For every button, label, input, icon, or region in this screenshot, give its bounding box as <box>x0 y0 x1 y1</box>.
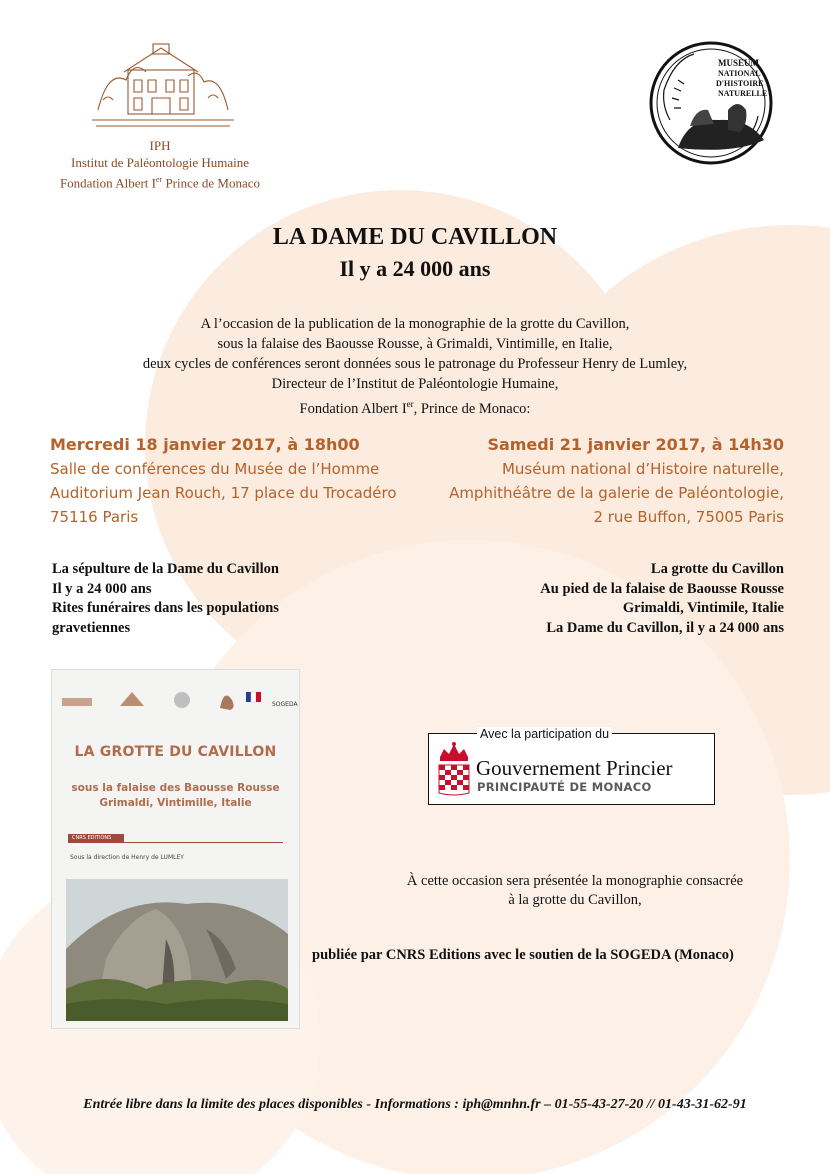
intro-line: sous la falaise des Baousse Rousse, à Grimaldi, Vintimille, en Italie, <box>217 336 613 352</box>
iph-acronym: IPH <box>149 138 171 153</box>
book-direction: Sous la direction de Henry de LUMLEY <box>70 854 184 861</box>
event-left-place-line: Auditorium Jean Rouch, 17 place du Trocadéro <box>50 484 397 502</box>
page-title: LA DAME DU CAVILLON <box>272 224 558 250</box>
intro-paragraph <box>40 314 790 419</box>
gov-name: Gouvernement Princier <box>476 756 673 780</box>
iph-foundation: Fondation Albert Ier Prince de Monaco <box>59 175 261 191</box>
event-left-date: Mercredi 18 janvier 2017, à 18h00 <box>50 435 360 454</box>
talk-right-line: La grotte du Cavillon <box>650 561 784 577</box>
book-sogeda: SOGEDA <box>272 701 298 708</box>
seal-text-1: MUSEUM <box>718 58 759 68</box>
gov-subtitle: PRINCIPAUTÉ DE MONACO <box>477 780 652 794</box>
gov-caption: Avec la participation du <box>477 727 612 741</box>
book-partner-logos <box>60 684 298 716</box>
monaco-crown-icon <box>437 741 471 795</box>
presentation-text <box>330 872 820 910</box>
book-cover <box>51 669 300 1029</box>
published-by: publiée par CNRS Editions avec le soutien de la SOGEDA (Monaco) <box>312 947 734 963</box>
seal-text-4: NATURELLE <box>718 89 768 98</box>
seal-text-2: NATIONAL <box>718 69 761 78</box>
event-left-place-line: 75116 Paris <box>50 508 139 526</box>
talk-left-line: Il y a 24 000 ans <box>52 580 152 597</box>
intro-line: Fondation Albert Ier, Prince de Monaco: <box>299 399 531 417</box>
page-subtitle: Il y a 24 000 ans <box>339 256 491 281</box>
talk-left-line: Rites funéraires dans les populations <box>52 600 279 616</box>
iph-name: Institut de Paléontologie Humaine <box>71 155 249 170</box>
event-right-place-line: Amphithéâtre de la galerie de Paléontologie, <box>449 484 784 502</box>
museum-seal-logo <box>648 40 774 166</box>
seal-text-3: D'HISTOIRE <box>716 79 764 88</box>
intro-line: Directeur de l’Institut de Paléontologie Humaine, <box>271 376 559 392</box>
book-publisher-band: CNRS EDITIONS <box>68 834 124 842</box>
talk-left-line: gravetiennes <box>52 619 131 636</box>
talk-left <box>52 560 279 638</box>
talk-right-line: Au pied de la falaise de Baousse Rousse <box>540 580 784 597</box>
intro-line: deux cycles de conférences seront données sous le patronage du Professeur Henry de Lumley, <box>142 356 688 372</box>
cliff-photo <box>66 879 288 1021</box>
book-subtitle: sous la falaise des Baousse Rousse Grimaldi, Vintimille, Italie <box>71 782 280 809</box>
talk-right <box>540 560 784 638</box>
book-rule <box>68 842 283 843</box>
footer-info: Entrée libre dans la limite des places disponibles - Informations : iph@mnhn.fr – 01-55-43-27-20 // 01-43-31-62-91 <box>83 1097 747 1112</box>
event-right <box>449 433 784 529</box>
iph-building-logo <box>88 40 238 132</box>
event-left-place-line: Salle de conférences du Musée de l’Homme <box>50 460 380 478</box>
talk-left-line: La sépulture de la Dame du Cavillon <box>52 561 279 577</box>
talk-right-line: La Dame du Cavillon, il y a 24 000 ans <box>546 619 784 636</box>
book-title: LA GROTTE DU CAVILLON <box>74 744 277 760</box>
event-right-place-line: Muséum national d’Histoire naturelle, <box>501 460 784 478</box>
presentation-line: à la grotte du Cavillon, <box>508 892 642 908</box>
talk-right-line: Grimaldi, Vintimile, Italie <box>622 600 784 616</box>
intro-line: A l’occasion de la publication de la monographie de la grotte du Cavillon, <box>200 316 630 332</box>
presentation-line: À cette occasion sera présentée la monographie consacrée <box>406 873 744 889</box>
event-right-place-line: 2 rue Buffon, 75005 Paris <box>593 508 784 526</box>
iph-institution-text <box>40 137 280 191</box>
event-right-date: Samedi 21 janvier 2017, à 14h30 <box>487 435 784 454</box>
event-left <box>50 433 397 529</box>
